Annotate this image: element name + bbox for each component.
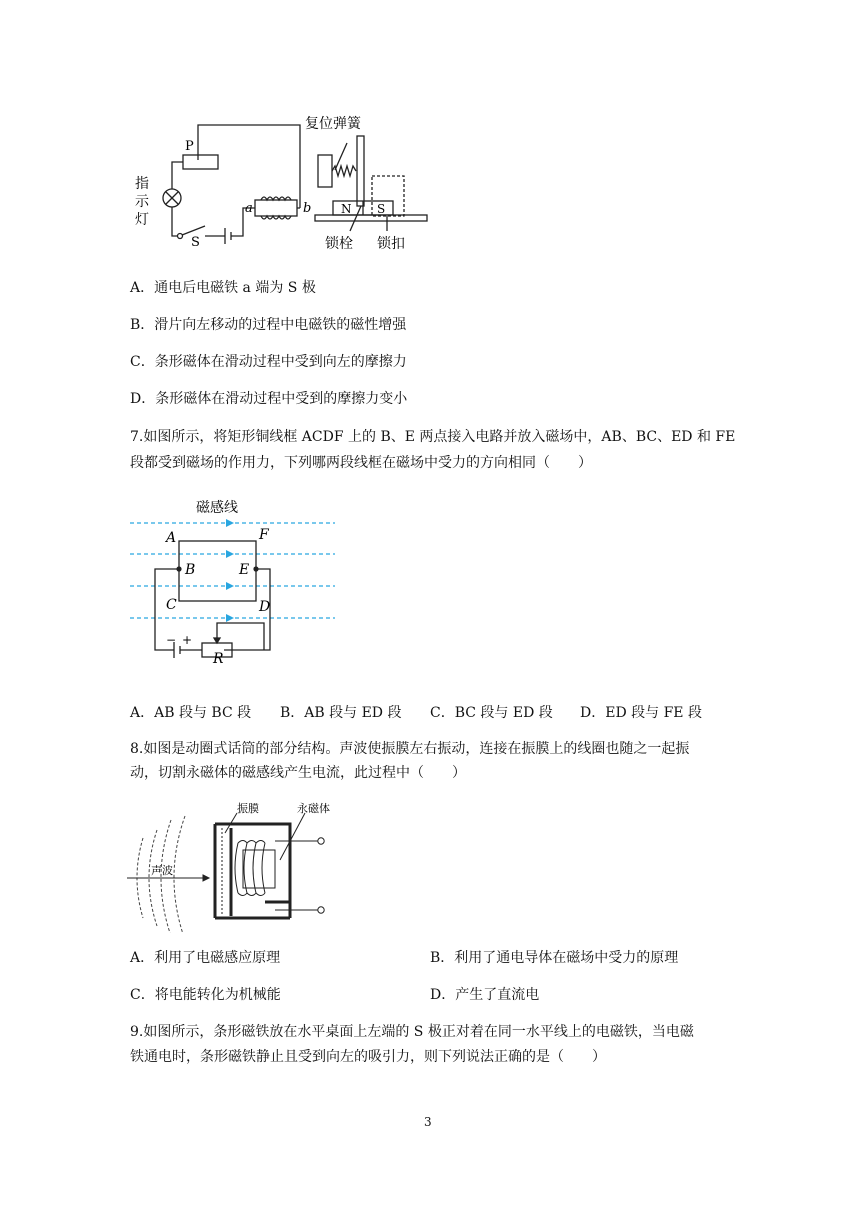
field-lines-label: 磁感线 <box>196 500 238 516</box>
q7-option-b: B．AB 段与 ED 段 <box>280 705 402 721</box>
sound-wave-label: 声波 <box>151 864 173 877</box>
plus-label: + <box>182 633 193 647</box>
q9-stem-line-1: 9.如图所示，条形磁铁放在水平桌面上左端的 S 极正对着在同一水平线上的电磁铁，当电磁 <box>130 1024 694 1040</box>
q7-option-c: C．BC 段与 ED 段 <box>430 705 553 721</box>
q7-stem-line-1: 7.如图所示，将矩形铜线框 ACDF 上的 B、E 两点接入电路并放入磁场中，AB、BC、ED 和 FE <box>130 429 736 445</box>
q8-option-c: C．将电能转化为机械能 <box>130 987 281 1003</box>
lamp-label-3: 灯 <box>135 212 149 228</box>
q8-option-a: A．利用了电磁感应原理 <box>130 950 281 966</box>
minus-label: − <box>166 633 177 647</box>
spring-label: 复位弹簧 <box>305 116 361 132</box>
point-e-label: E <box>239 562 250 578</box>
b-label: b <box>303 201 312 216</box>
lamp-label-2: 示 <box>135 194 149 210</box>
q6-option-b: B．滑片向左移动的过程中电磁铁的磁性增强 <box>130 317 407 333</box>
q7-option-d: D．ED 段与 FE 段 <box>580 705 702 721</box>
point-b-label: B <box>185 562 196 578</box>
q8-option-b: B．利用了通电导体在磁场中受力的原理 <box>430 950 679 966</box>
q8-stem-line-2: 动，切割永磁体的磁感线产生电流，此过程中（ ） <box>130 765 466 781</box>
q7-stem-line-2: 段都受到磁场的作用力，下列哪两段线框在磁场中受力的方向相同（ ） <box>130 455 592 471</box>
q9-stem-line-2: 铁通电时，条形磁铁静止且受到向左的吸引力，则下列说法正确的是（ ） <box>130 1049 606 1065</box>
a-label: a <box>245 201 253 216</box>
figure-dynamic-microphone <box>125 798 335 933</box>
buckle-label: 锁扣 <box>377 236 405 252</box>
figure-wire-frame <box>130 495 340 665</box>
page-number: 3 <box>424 1115 432 1129</box>
point-a-label: A <box>166 530 177 546</box>
s-pole-label: S <box>377 202 386 216</box>
q6-option-a: A．通电后电磁铁 a 端为 S 极 <box>130 280 316 296</box>
q7-option-a: A．AB 段与 BC 段 <box>130 705 252 721</box>
membrane-label: 振膜 <box>237 802 259 815</box>
q6-option-d: D．条形磁体在滑动过程中受到的摩擦力变小 <box>130 391 408 407</box>
n-pole-label: N <box>341 202 352 216</box>
bolt-label: 锁栓 <box>325 236 353 252</box>
point-c-label: C <box>166 597 177 613</box>
point-f-label: F <box>259 527 269 543</box>
resistor-r-label: R <box>213 651 224 665</box>
switch-label: S <box>191 235 200 250</box>
magnet-label: 永磁体 <box>297 802 330 815</box>
q8-option-d: D．产生了直流电 <box>430 987 540 1003</box>
lamp-label-1: 指 <box>135 176 149 192</box>
q6-option-c: C．条形磁体在滑动过程中受到向左的摩擦力 <box>130 354 407 370</box>
p-label: P <box>185 139 194 154</box>
figure-electromagnet-lock <box>125 108 435 258</box>
q8-stem-line-1: 8.如图是动圈式话筒的部分结构。声波使振膜左右振动，连接在振膜上的线圈也随之一起振 <box>130 741 690 757</box>
point-d-label: D <box>259 599 271 615</box>
